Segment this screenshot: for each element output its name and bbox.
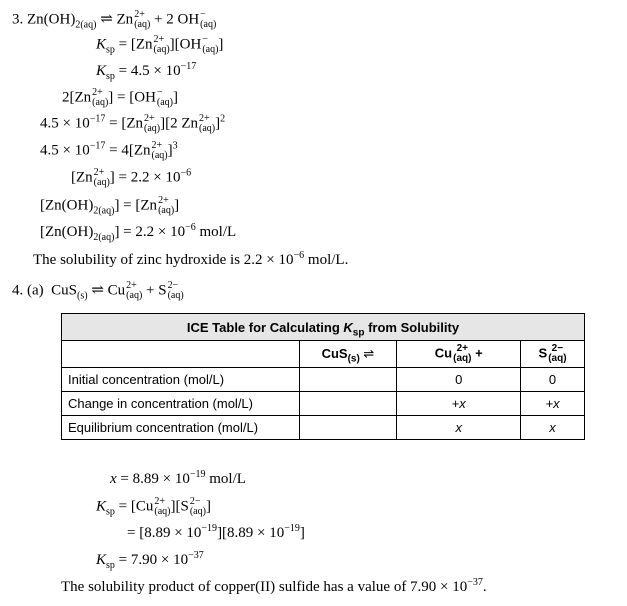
ice-row-label: Change in concentration (mol/L) (62, 392, 300, 416)
ice-cell-cus (299, 416, 397, 440)
ice-header-s: S 2− (aq) (521, 341, 585, 368)
solubility-relation: $[Zn(OH)_{2(aq)}] = [Zn$ 2+ (aq) ] (40, 195, 180, 217)
problem-4-equation: 4. (a) CuS$_{(s)}$ ⇌ Cu 2+ (aq) + S 2− (aq) (12, 280, 184, 302)
ice-table-title: ICE Table for Calculating $K_{sp}$ from Solubility (62, 314, 585, 341)
ice-header-cu: Cu 2+ (aq) + (397, 341, 521, 368)
solubility-value: $[Zn(OH)_{2(aq)}] = 2.2 \times 10^{-6}$ mol/L (40, 222, 237, 243)
ice-cell-cu: x (397, 416, 521, 440)
ksp-substitution: = $[8.89 \times 10^{-19}][8.89 \times 10^{-19}]$ (127, 523, 305, 541)
ice-cell-cu: 0 (397, 368, 521, 392)
ice-header-blank (62, 341, 300, 368)
stoichiometry-relation: 2[Zn 2+ (aq) ] = [OH − (aq) ] (62, 87, 179, 108)
ice-header-row (62, 341, 585, 368)
ice-table (61, 313, 585, 440)
ksp-expression: $K_{sp} = [Zn$ 2+ (aq) ][OH − (aq) ] (96, 34, 224, 56)
table-row (62, 392, 585, 416)
problem-4-conclusion: The solubility product of copper(II) sulfide has a value of $7.90 \times 10^{-37}$. (61, 577, 487, 595)
ice-row-label: Equilibrium concentration (mol/L) (62, 416, 300, 440)
ice-row-label: Initial concentration (mol/L) (62, 368, 300, 392)
ice-cell-s: 0 (521, 368, 585, 392)
substitution-line: $4.5 \times 10^{-17} = [Zn$ 2+ (aq) ][2 Zn 2+ (aq) ]$^2$ (40, 113, 226, 134)
ice-cell-cus (299, 368, 397, 392)
ice-cell-cus (299, 392, 397, 416)
x-value: $x = 8.89 \times 10^{-19}$ mol/L (110, 469, 246, 487)
ice-cell-cu: +x (397, 392, 521, 416)
problem-3-conclusion: The solubility of zinc hydroxide is $2.2 \times 10^{-6}$ mol/L. (33, 250, 349, 268)
zn-concentration: [Zn 2+ (aq) ] = $2.2 \times 10^{-6}$ (71, 167, 192, 188)
table-row (62, 368, 585, 392)
ice-cell-s: x (521, 416, 585, 440)
problem-3-equation: 3. $Zn(OH)_{2(aq)}$ ⇌ Zn 2+ (aq) + 2 OH − (aq) (12, 9, 217, 31)
ksp-expression-cus: $K_{sp} = [Cu$ 2+ (aq) ][S 2− (aq) ] (96, 496, 211, 518)
ksp-value: $K_{sp} = 4.5 \times 10^{-17}$ (96, 61, 197, 82)
cubic-line: $4.5 \times 10^{-17} = 4[Zn$ 2+ (aq) ]$^3$ (40, 140, 178, 161)
ice-cell-s: +x (521, 392, 585, 416)
ksp-result: $K_{sp} = 7.90 \times 10^{-37}$ (96, 550, 204, 571)
table-row (62, 416, 585, 440)
ice-header-cus: CuS$_{(s)}$ ⇌ (299, 341, 397, 368)
